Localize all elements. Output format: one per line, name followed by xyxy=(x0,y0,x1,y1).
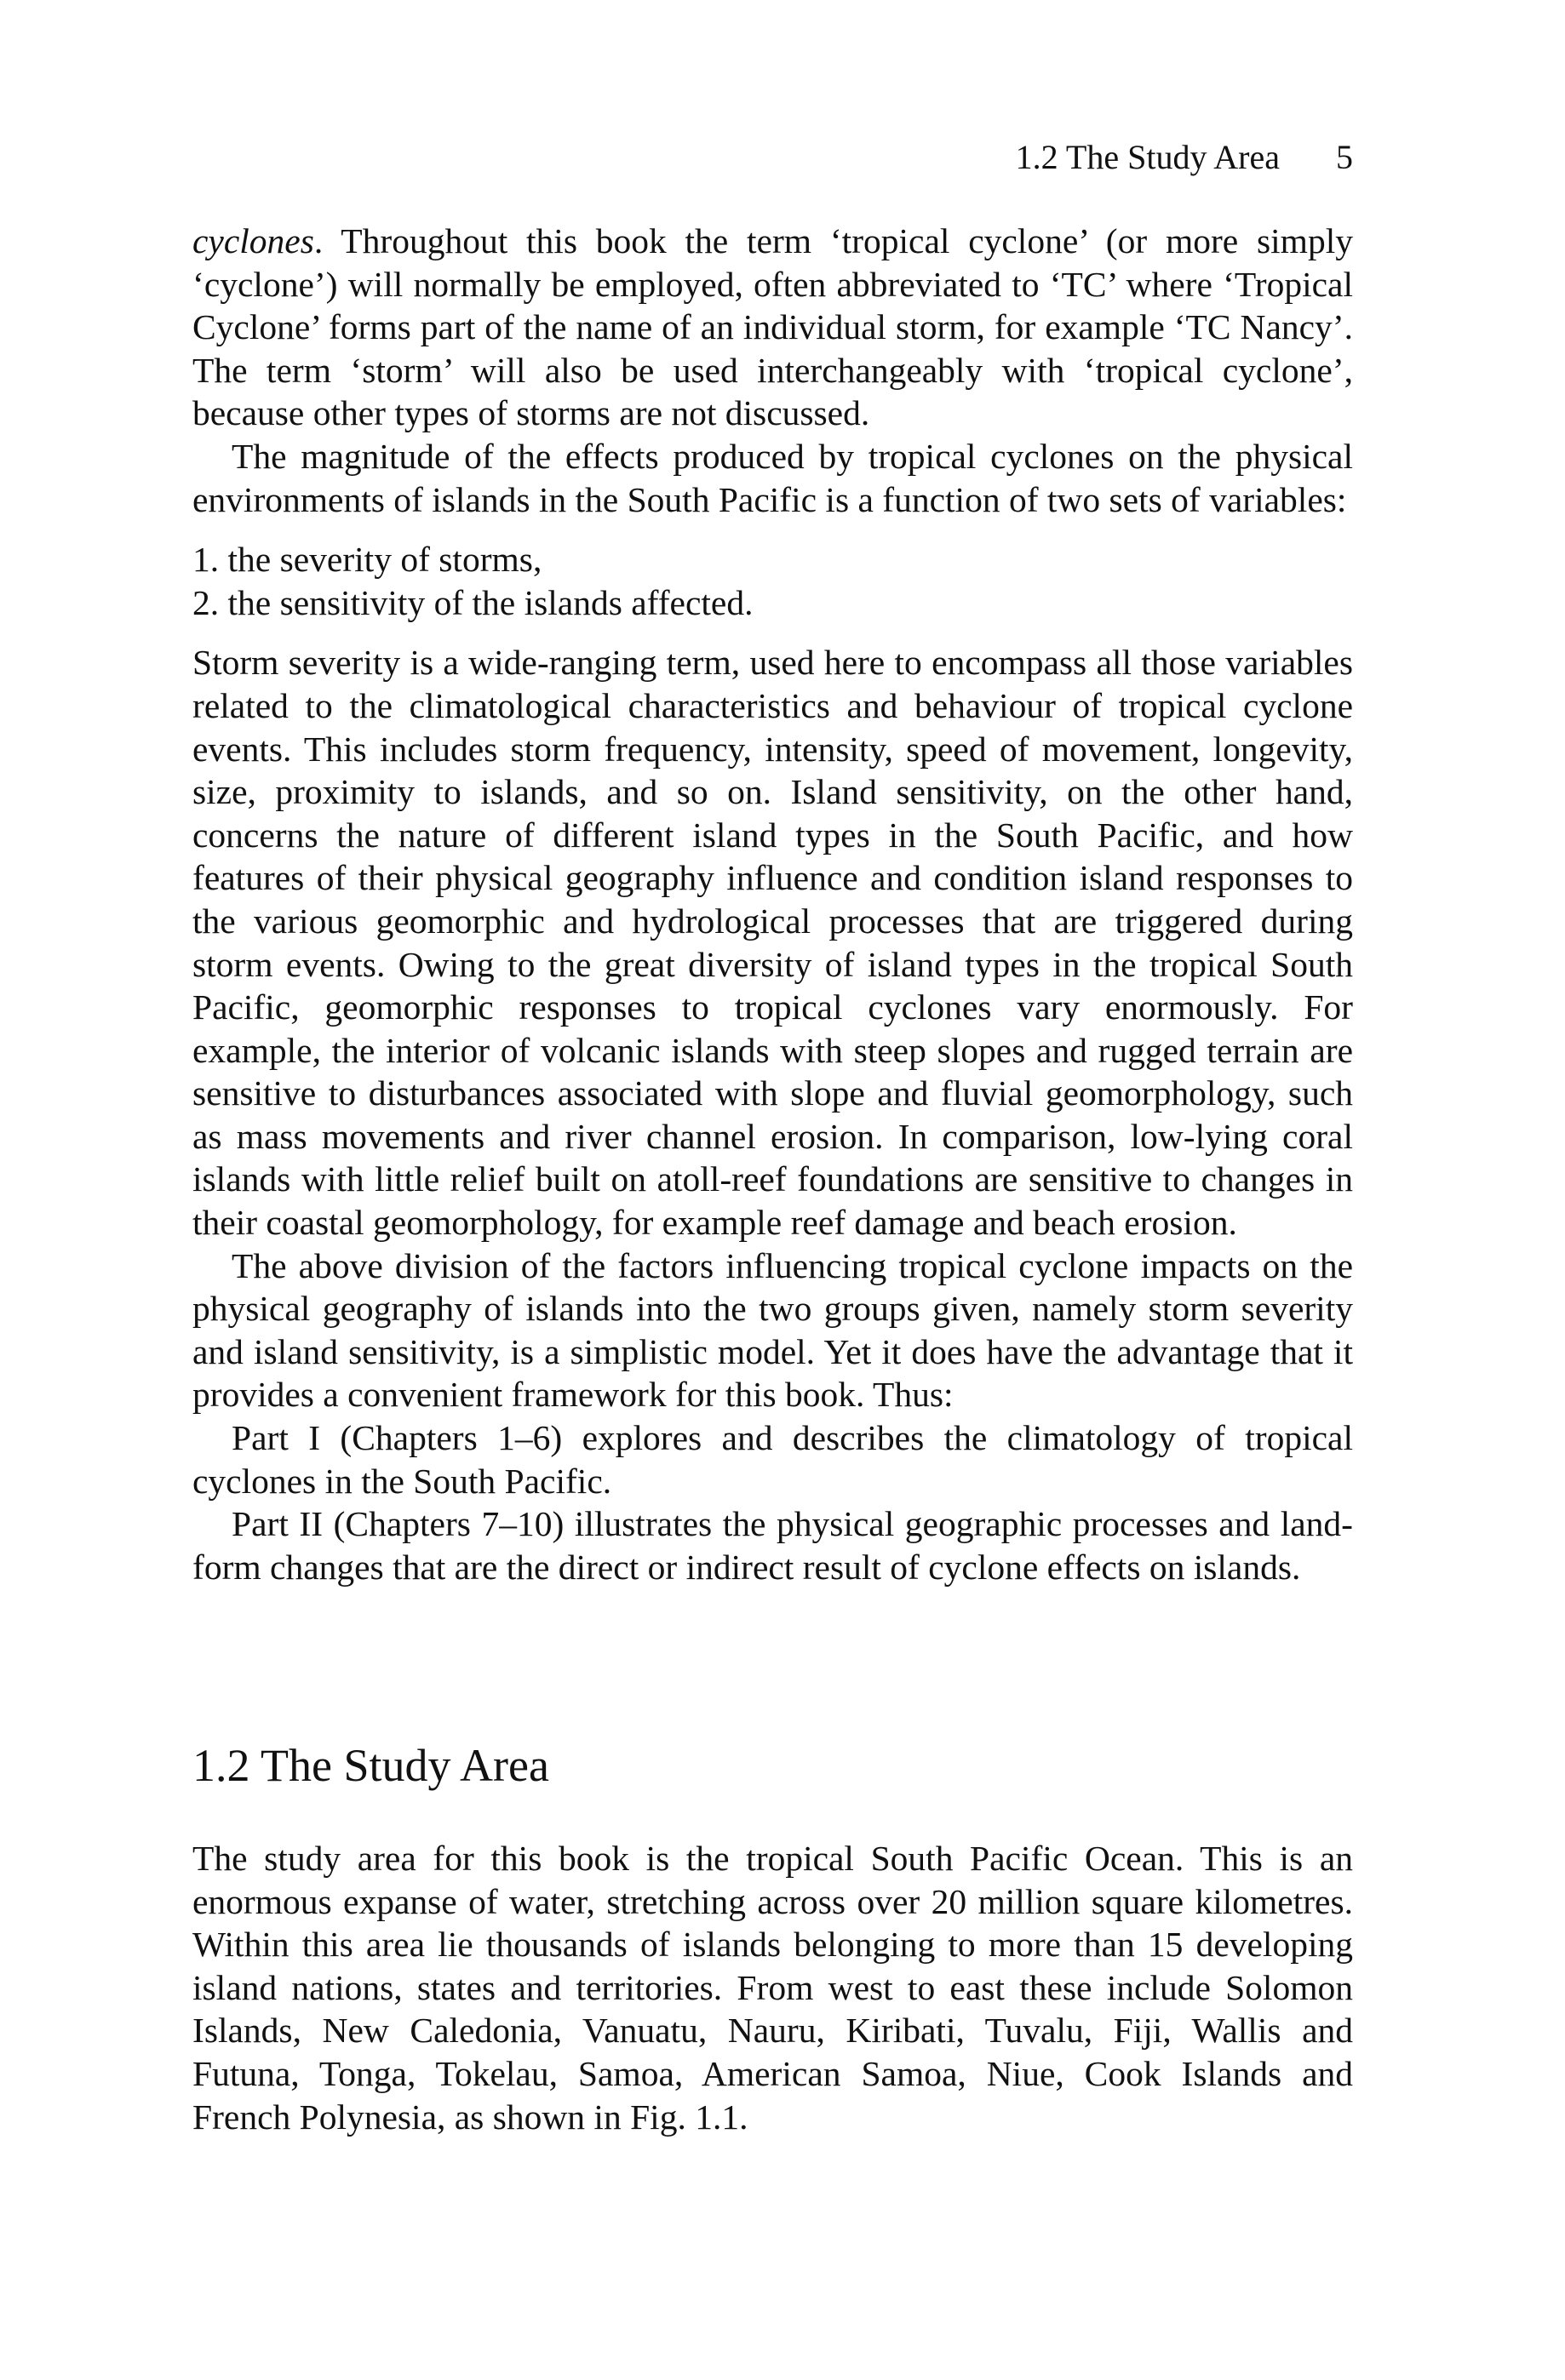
paragraph-magnitude: The magnitude of the effects produced by tropical cyclones on the physical environments of islands in the South Pacific is a function of two sets of variables: xyxy=(192,436,1353,519)
body-text xyxy=(192,220,1353,1588)
variables-list xyxy=(192,538,1353,624)
running-header xyxy=(1016,136,1353,179)
paragraph-study-area: The study area for this book is the tropical South Pacific Ocean. This is an enormous expanse of water, stretching across over 20 million square kilometres. Within this area lie thousands of islands belonging to more than 15 developing island nations, states and territories. From west to east these include Solomon Islands, New Caledonia, Vanuatu, Nauru, Kiribati, Tuvalu, Fiji, Wallis and Futuna, Tonga, Tokelau, Samoa, American Samoa, Niue, Cook Islands and French Polynesia, as shown in Fig. 1.1. xyxy=(192,1839,1353,2137)
section-heading: 1.2 The Study Area xyxy=(192,1740,549,1791)
paragraph-text: . Throughout this book the term ‘tropical cyclone’ (or more simply ‘cyclone’) will normally be employed, often abbreviated to ‘TC’ where ‘Tropical Cyclone’ forms part of the name of an individual storm, for example ‘TC Nancy’. The term ‘storm’ will also be used interchangeably with ‘tropical cyclone’, because other types of storms are not discussed. xyxy=(192,221,1353,433)
paragraph-division: The above division of the factors influencing tropical cyclone impacts on the physical geography of islands into the two groups given, namely storm severity and island sensitivity, is a simplistic model. Yet it does have the advantage that it provides a convenient framework for this book. Thus: xyxy=(192,1245,1353,1415)
list-item: 1. the severity of storms, xyxy=(192,540,542,580)
paragraph-part-one: Part I (Chapters 1–6) explores and describes the climatology of tropical cyclones in the South Pacific. xyxy=(192,1418,1353,1501)
section-study-area xyxy=(192,1738,1353,2138)
paragraph-terminology xyxy=(192,220,1353,435)
paragraph-storm-severity: Storm severity is a wide-ranging term, used here to encompass all those variables related to the climatological characteristics and behaviour of tropical cyclone events. This includes storm frequency, intensity, speed of movement, longevity, size, proximity to islands, and so on. Island sensitivity, on the other hand, concerns the nature of different island types in the South Pacific, and how features of their physical geography influence and condition island responses to the various geomorphic and hydrological processes that are triggered during storm events. Owing to the great diversity of island types in the tropical South Pacific, geomorphic responses to tropical cyclones vary enormously. For example, the interior of volcanic islands with steep slopes and rugged terrain are sensitive to disturbances associated with slope and fluvial geomorphology, such as mass movements and river channel erosion. In comparison, low-lying coral islands with little relief built on atoll-reef foundations are sensitive to changes in their coastal geomorphology, for example reef damage and beach erosion. xyxy=(192,643,1353,1243)
page-number: 5 xyxy=(1336,138,1353,176)
paragraph-part-two: Part II (Chapters 7–10) illustrates the physical geographic processes and landform changes that are the direct or indirect result of cyclone effects on islands. xyxy=(192,1504,1353,1587)
italic-term: cyclones xyxy=(192,221,314,260)
list-item: 2. the sensitivity of the islands affected. xyxy=(192,582,754,622)
running-header-title: 1.2 The Study Area xyxy=(1015,138,1280,176)
